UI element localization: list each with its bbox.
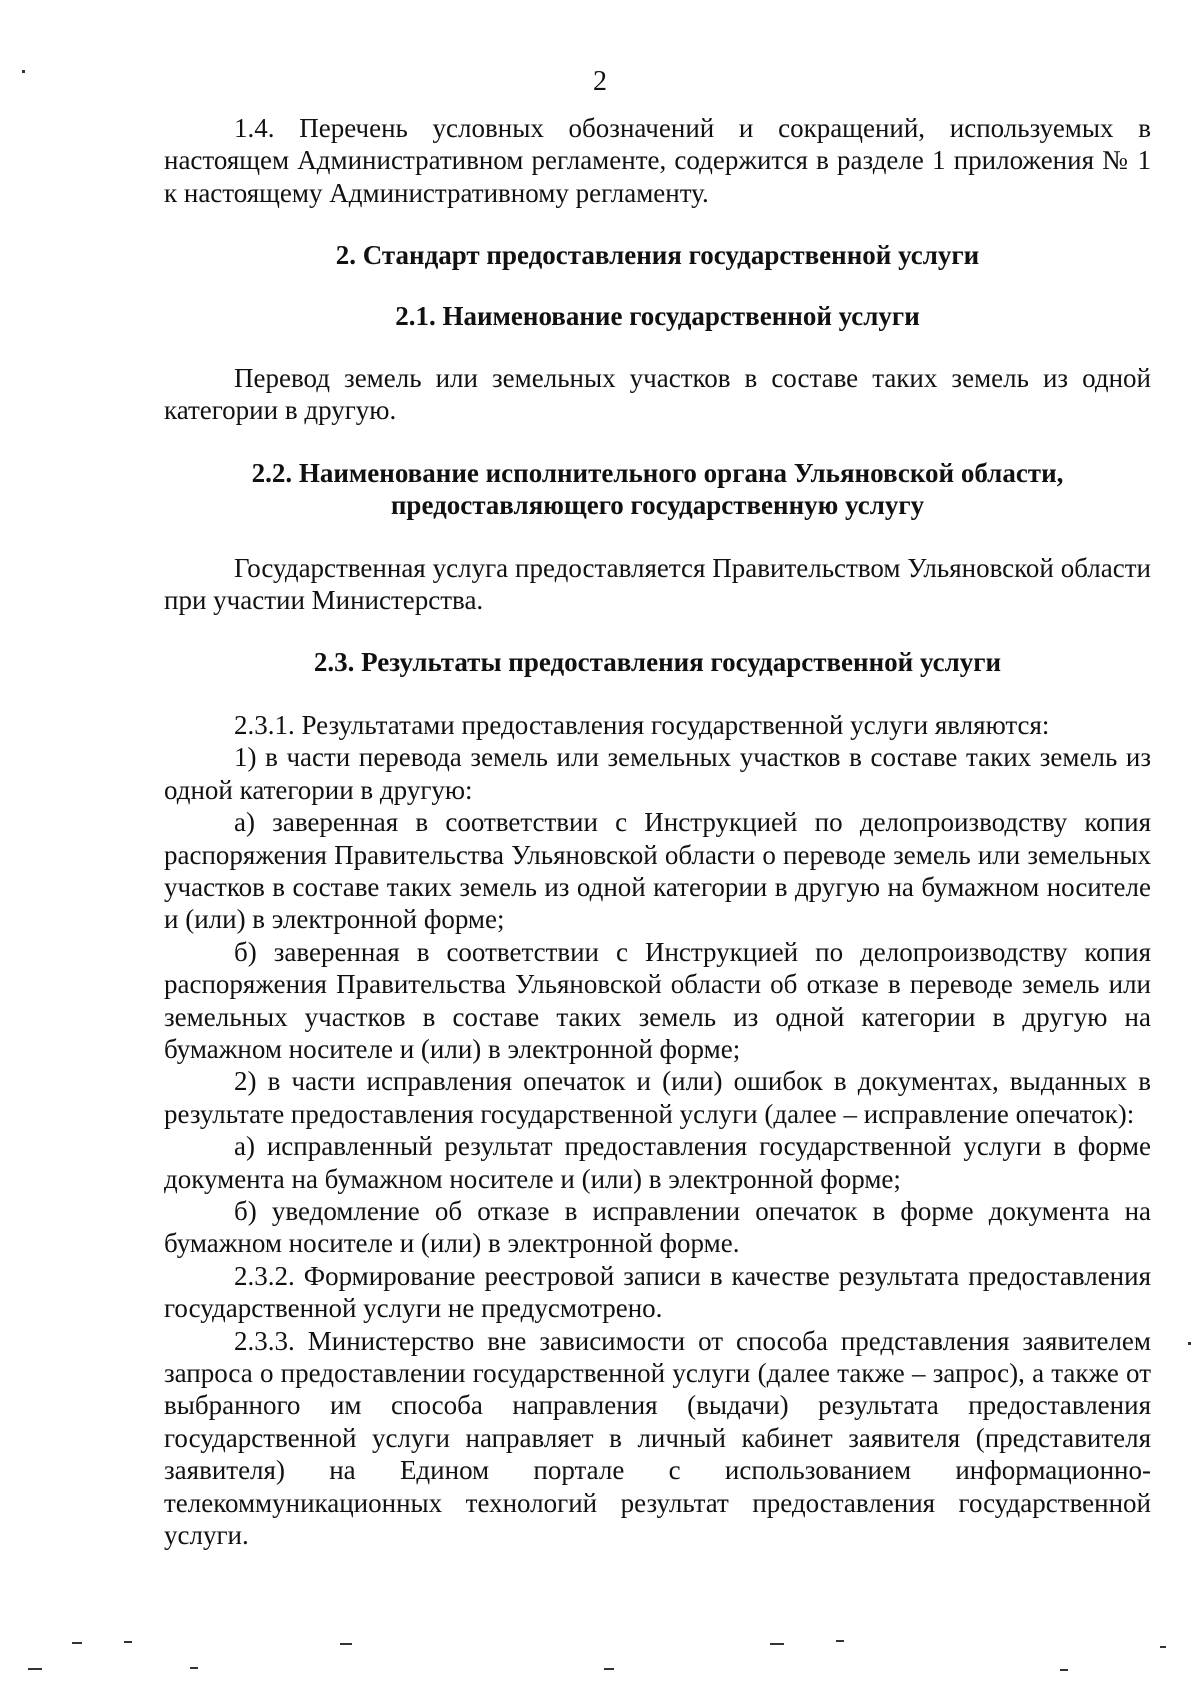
paragraph-2-3-1-item-1b: б) заверенная в соответствии с Инструкцией по делопроизводству копия распоряжения Правительства Ульяновской области об отказе в переводе земель или земельных участков в составе таких земель из одной категории в другую на бумажном носителе и (или) в электронной форме;: [164, 936, 1151, 1064]
paragraph-2-3-1-item-2: 2) в части исправления опечаток и (или) ошибок в документах, выданных в результате предоставления государственной услуги (далее – исправление опечаток):: [164, 1066, 1151, 1129]
subsection-heading-2-1: 2.1. Наименование государственной услуги: [395, 300, 920, 331]
paragraph-2-3-1: 2.3.1. Результатами предоставления государственной услуги являются:: [234, 709, 1050, 740]
paragraph-2-3-2: 2.3.2. Формирование реестровой записи в качестве результата предоставления государственной услуги не предусмотрено.: [164, 1260, 1151, 1324]
paragraph-2-1: Перевод земель или земельных участков в составе таких земель из одной категории в другую.: [164, 363, 1151, 426]
paragraph-2-3-1-item-2a: а) исправленный результат предоставления государственной услуги в форме документа на бумажном носителе и (или) в электронной форме;: [164, 1131, 1151, 1194]
paragraph-2-3-1-item-1a: а) заверенная в соответствии с Инструкцией по делопроизводству копия распоряжения Правительства Ульяновской области о переводе земель или земельных участков в составе таких земель из одной категории в другую на бумажном носителе и (или) в электронной форме;: [164, 807, 1151, 935]
subsection-heading-2-2: [164, 457, 1151, 522]
paragraph-2-3-3: 2.3.3. Министерство вне зависимости от способа представления заявителем запроса о предоставлении государственной услуги (далее также – запрос), а также от выбранного им способа направления (выдачи) результата предоставления государственной услуги направляет в личный кабинет заявителя (представителя заявителя) на Едином портале с использованием информационно-телекоммуникационных технологий результат предоставления государственной услуги.: [164, 1325, 1151, 1551]
section-heading-2: 2. Стандарт предоставления государственной услуги: [335, 240, 980, 271]
subsection-heading-2-3: 2.3. Результаты предоставления государственной услуги: [313, 647, 1002, 678]
page-number: 2: [593, 66, 607, 97]
paragraph-2-2: Государственная услуга предоставляется Правительством Ульяновской области при участии Министерства.: [164, 552, 1151, 616]
paragraph-2-3-1-item-1: 1) в части перевода земель или земельных участков в составе таких земель из одной категории в другую:: [164, 742, 1151, 805]
subsection-heading-2-2-line2: предоставляющего государственную услугу: [390, 490, 925, 521]
paragraph-1-4: 1.4. Перечень условных обозначений и сокращений, используемых в настоящем Административном регламенте, содержится в разделе 1 приложения № 1 к настоящему Административному регламенту.: [164, 113, 1151, 208]
document-body: [164, 112, 1151, 1551]
paragraph-2-3-1-item-2b: б) уведомление об отказе в исправлении опечаток в форме документа на бумажном носителе и (или) в электронной форме.: [164, 1195, 1151, 1259]
subsection-heading-2-2-line1: 2.2. Наименование исполнительного органа Ульяновской области,: [251, 457, 1064, 488]
